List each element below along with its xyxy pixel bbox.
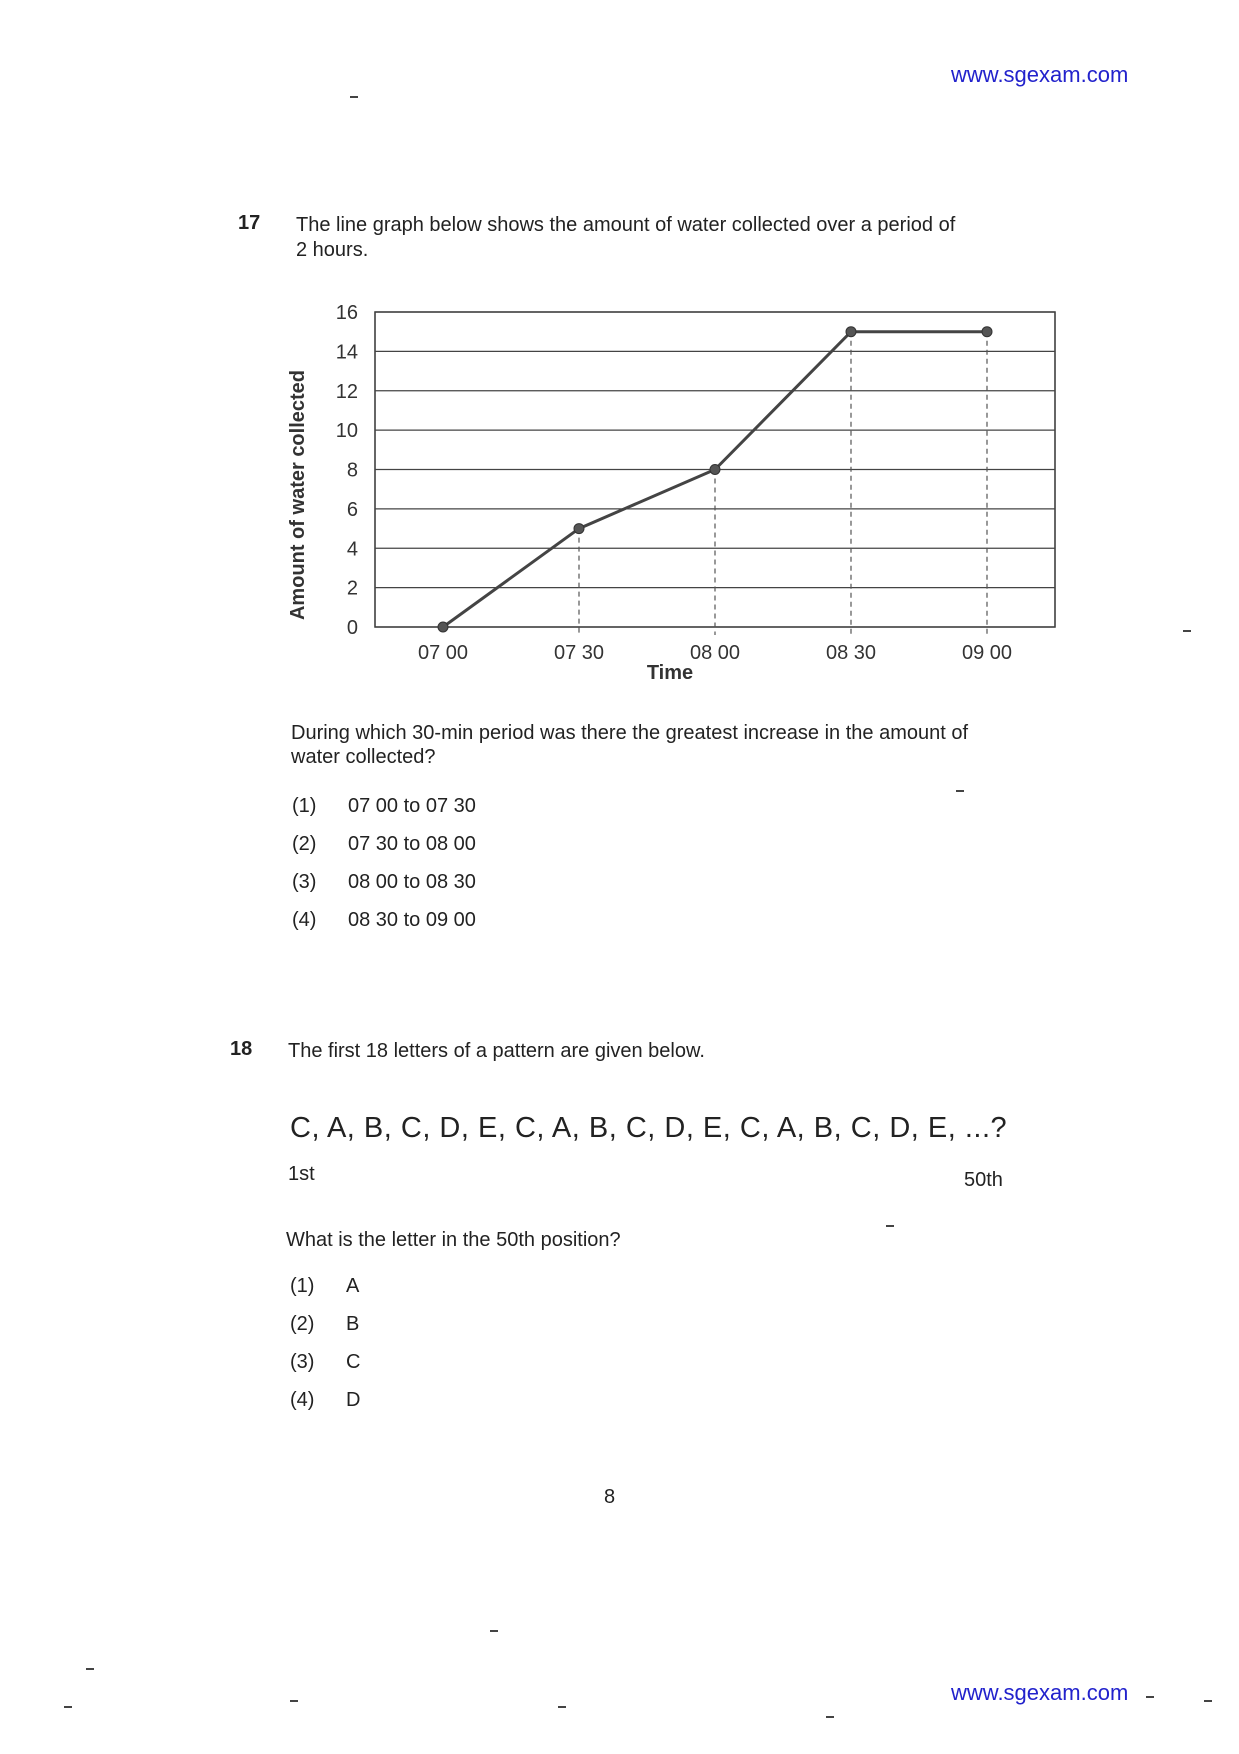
option-number: (4) [290, 1389, 315, 1411]
question-18-option-4[interactable] [290, 1389, 360, 1412]
option-text: 07 00 to 07 30 [348, 795, 476, 817]
letter-sequence: C, A, B, C, D, E, C, A, B, C, D, E, C, A, B, C, D, E, ...? [290, 1112, 1008, 1144]
chart-x-tick-label: 07 30 [553, 642, 605, 664]
scan-speck [64, 1706, 72, 1708]
scan-speck [1204, 1700, 1212, 1702]
chart-y-tick-label: 6 [346, 498, 358, 521]
scan-speck [956, 790, 964, 792]
scan-speck [86, 1668, 94, 1670]
option-number: (1) [290, 1275, 315, 1297]
scan-speck [290, 1700, 298, 1702]
question-17-option-2[interactable] [292, 833, 476, 856]
question-17-line1: During which 30-min period was there the greatest increase in the amount of [291, 722, 969, 744]
question-18-question: What is the letter in the 50th position? [286, 1229, 621, 1251]
option-number: (3) [290, 1351, 315, 1373]
option-number: (2) [292, 833, 317, 855]
chart-x-tick-label: 07 00 [417, 642, 469, 664]
question-17-number: 17 [238, 212, 261, 234]
chart-data-point [982, 327, 992, 337]
scan-speck [1146, 1696, 1154, 1698]
chart-data-point [710, 465, 720, 475]
sequence-label-first: 1st [288, 1163, 315, 1185]
question-17-option-1[interactable] [292, 795, 476, 818]
scan-speck [1183, 630, 1191, 632]
option-number: (4) [292, 909, 317, 931]
scan-speck [886, 1225, 894, 1227]
chart-data-point [438, 622, 448, 632]
page-number: 8 [604, 1486, 616, 1508]
chart-y-tick-label: 2 [346, 577, 358, 600]
chart-y-tick-label: 14 [335, 341, 358, 364]
chart-y-tick-label: 8 [346, 459, 358, 482]
chart-x-ticks [418, 642, 1012, 664]
scan-speck [350, 96, 358, 98]
question-18-option-2[interactable] [290, 1313, 359, 1336]
chart-y-tick-label: 4 [346, 538, 358, 561]
chart-x-tick-label: 08 00 [689, 642, 741, 664]
chart-y-tick-label: 0 [346, 617, 358, 639]
chart-y-tick-label: 16 [335, 302, 358, 324]
question-17-intro-line2: 2 hours. [296, 239, 369, 261]
scan-speck [826, 1716, 834, 1718]
question-17-line2: water collected? [291, 746, 436, 768]
water-line-chart [280, 290, 1070, 690]
header-site-url: www.sgexam.com [951, 62, 1129, 87]
option-text: D [346, 1389, 361, 1411]
option-text: C [346, 1351, 361, 1373]
question-18-option-1[interactable] [290, 1275, 359, 1298]
option-text: A [346, 1275, 360, 1297]
option-number: (1) [292, 795, 317, 817]
scan-speck [490, 1630, 498, 1632]
question-17-option-3[interactable] [292, 871, 476, 894]
option-number: (2) [290, 1313, 315, 1335]
question-18-number: 18 [230, 1038, 253, 1060]
chart-y-tick-label: 10 [335, 420, 358, 443]
chart-x-axis-label: Time [646, 662, 694, 684]
chart-x-tick-label: 09 00 [961, 642, 1013, 664]
footer-site-url: www.sgexam.com [951, 1680, 1129, 1705]
option-text: 07 30 to 08 00 [348, 833, 476, 855]
option-text: 08 30 to 09 00 [348, 909, 476, 931]
sequence-label-last: 50th [964, 1169, 1003, 1191]
chart-x-tick-label: 08 30 [825, 642, 877, 664]
option-text: B [346, 1313, 360, 1335]
chart-y-axis-label: Amount of water collected [287, 369, 309, 621]
chart-drop-lines [579, 332, 987, 635]
chart-y-tick-label: 12 [335, 380, 358, 403]
chart-data-point [846, 327, 856, 337]
chart-y-ticks [336, 302, 358, 639]
option-text: 08 00 to 08 30 [348, 871, 476, 893]
question-18-intro: The first 18 letters of a pattern are given below. [288, 1040, 705, 1062]
question-17-intro-line1: The line graph below shows the amount of water collected over a period of [296, 214, 956, 236]
chart-data-point [574, 524, 584, 534]
question-18-option-3[interactable] [290, 1351, 360, 1374]
question-17-option-4[interactable] [292, 909, 476, 932]
option-number: (3) [292, 871, 317, 893]
scan-speck [558, 1706, 566, 1708]
